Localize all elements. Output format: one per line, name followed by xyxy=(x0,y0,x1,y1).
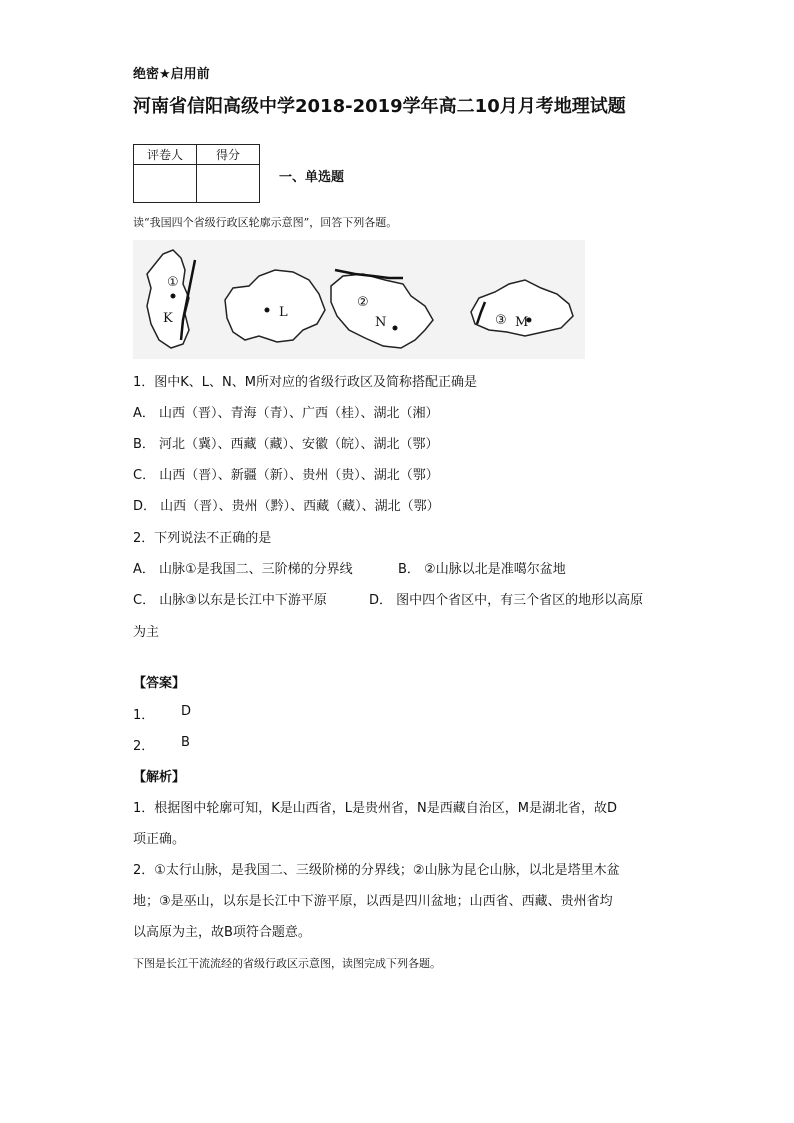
grader-header: 评卷人 xyxy=(134,145,197,165)
q1-stem: 1．图中K、L、N、M所对应的省级行政区及简称搭配正确是 xyxy=(133,375,477,390)
confidential-label: 绝密★启用前 xyxy=(133,67,210,82)
q1-option-d: D． 山西（晋）、贵州（黔）、西藏（藏）、湖北（鄂） xyxy=(133,499,440,514)
next-figure-intro: 下图是长江干流流经的省级行政区示意图，读图完成下列各题。 xyxy=(133,957,441,970)
point-l xyxy=(265,308,270,313)
score-header: 得分 xyxy=(197,145,260,165)
score-cell xyxy=(197,165,260,203)
q2-option-a: A． 山脉①是我国二、三阶梯的分界线 xyxy=(133,562,353,577)
q1-option-b: B． 河北（冀）、西藏（藏）、安徽（皖）、湖北（鄂） xyxy=(133,437,439,452)
analysis-1-line-1: 1．根据图中轮廓可知，K是山西省，L是贵州省，N是西藏自治区，M是湖北省，故D xyxy=(133,801,617,816)
q2-stem: 2．下列说法不正确的是 xyxy=(133,531,272,546)
q1-option-c: C． 山西（晋）、新疆（新）、贵州（贵）、湖北（鄂） xyxy=(133,468,439,483)
analysis-2-line-3: 以高原为主，故B项符合题意。 xyxy=(133,925,311,940)
grader-cell xyxy=(134,165,197,203)
answer-heading: 【答案】 xyxy=(133,676,186,691)
point-k xyxy=(171,294,176,299)
label-mountain-3: ③ xyxy=(495,313,507,328)
analysis-2-line-2: 地；③是巫山，以东是长江中下游平原，以西是四川盆地；山西省、西藏、贵州省均 xyxy=(133,894,613,909)
analysis-heading: 【解析】 xyxy=(133,770,186,785)
q2-option-c: C． 山脉③以东是长江中下游平原 xyxy=(133,593,327,608)
label-k: K xyxy=(163,311,173,326)
label-l: L xyxy=(279,305,288,320)
section-title: 一、单选题 xyxy=(279,170,345,185)
q1-option-a: A． 山西（晋）、青海（青）、广西（桂）、湖北（湘） xyxy=(133,406,439,421)
score-table xyxy=(133,144,260,203)
answer-2-value: B xyxy=(181,735,190,750)
label-m: M xyxy=(515,315,529,330)
analysis-1-line-2: 项正确。 xyxy=(133,832,186,847)
label-mountain-1: ① xyxy=(167,275,179,290)
label-mountain-2: ② xyxy=(357,295,369,310)
page-title: 河南省信阳高级中学2018-2019学年高二10月月考地理试题 xyxy=(133,96,626,117)
point-n xyxy=(393,326,398,331)
answer-1-value: D xyxy=(181,704,192,719)
label-n: N xyxy=(375,315,387,330)
answer-1-number: 1． xyxy=(133,708,155,723)
province-outline-figure xyxy=(133,240,585,359)
q2-option-d-continued: 为主 xyxy=(133,625,160,640)
figure-intro: 读“我国四个省级行政区轮廓示意图”，回答下列各题。 xyxy=(133,216,398,229)
answer-2-number: 2． xyxy=(133,739,155,754)
analysis-2-line-1: 2．①太行山脉，是我国二、三级阶梯的分界线；②山脉为昆仑山脉，以北是塔里木盆 xyxy=(133,863,620,878)
q2-option-b: B． ②山脉以北是准噶尔盆地 xyxy=(398,562,566,577)
q2-option-d: D． 图中四个省区中，有三个省区的地形以高原 xyxy=(369,593,644,608)
